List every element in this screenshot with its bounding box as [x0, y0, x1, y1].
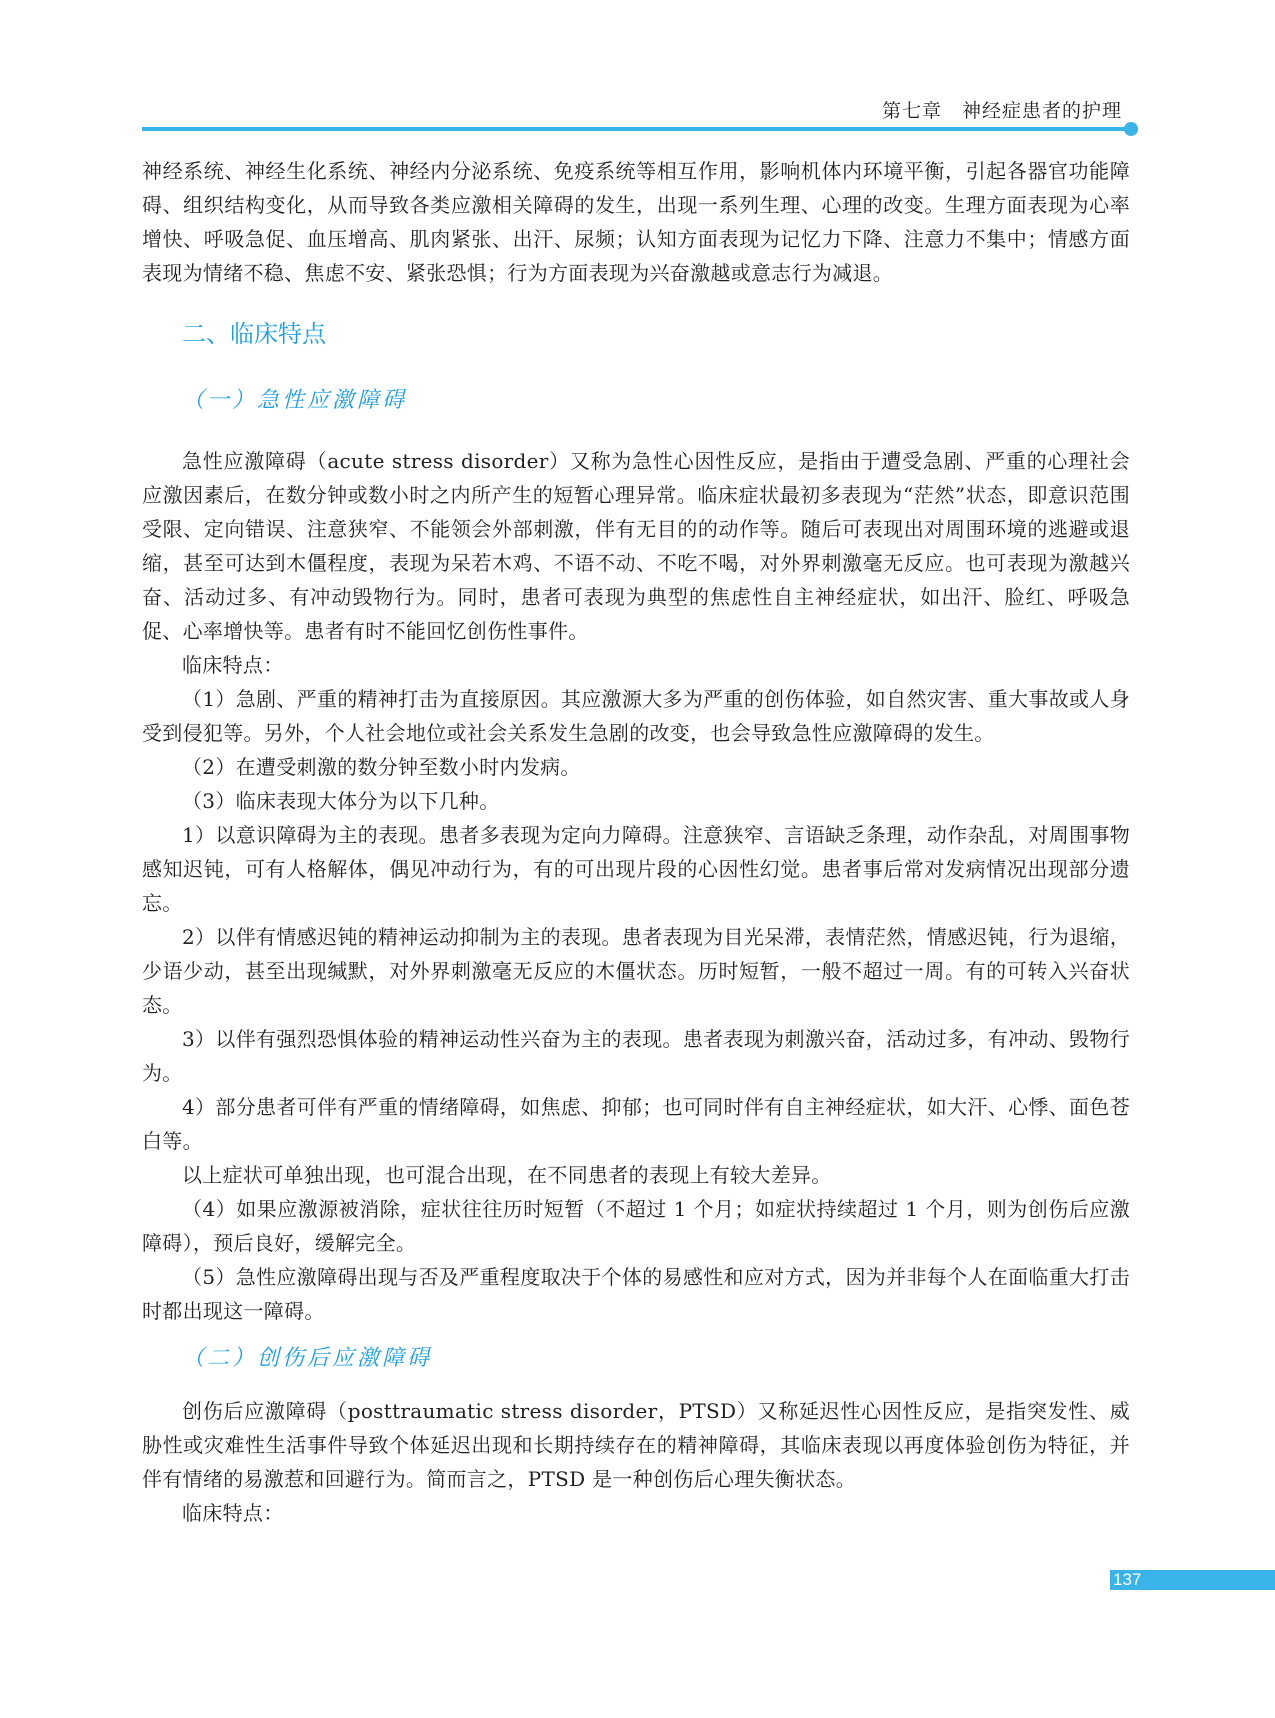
acute-item-1: （1）急剧、严重的精神打击为直接原因。其应激源大多为严重的创伤体验，如自然灾害、重大事故或人身受到侵犯等。另外，个人社会地位或社会关系发生急剧的改变，也会导致急性应激障碍的发生。 [142, 687, 1130, 745]
page-content [142, 154, 1130, 1530]
running-head: 第七章 神经症患者的护理 [881, 100, 1122, 122]
header-rule [142, 127, 1130, 131]
acute-item-3-2: 2）以伴有情感迟钝的精神运动抑制为主的表现。患者表现为目光呆滞，表情茫然，情感迟钝，行为退缩，少语少动，甚至出现缄默，对外界刺激毫无反应的木僵状态。历时短暂，一般不超过一周。有的可转入兴奋状态。 [142, 925, 1130, 1017]
header-rule-dot [1124, 122, 1138, 136]
acute-definition-paragraph: 急性应激障碍（acute stress disorder）又称为急性心因性反应，是指由于遭受急剧、严重的心理社会应激因素后，在数分钟或数小时之内所产生的短暂心理异常。临床症状最初多表现为“茫然”状态，即意识范围受限、定向错误、注意狭窄、不能领会外部刺激，伴有无目的的动作等。随后可表现出对周围环境的逃避或退缩，甚至可达到木僵程度，表现为呆若木鸡、不语不动、不吃不喝，对外界刺激毫无反应。也可表现为激越兴奋、活动过多、有冲动毁物行为。同时，患者可表现为典型的焦虑性自主神经症状，如出汗、脸红、呼吸急促、心率增快等。患者有时不能回忆创伤性事件。 [142, 449, 1130, 643]
ptsd-clinical-label: 临床特点： [182, 1501, 284, 1525]
subsection-heading-acute: （一）急性应激障碍 [182, 388, 408, 413]
acute-clinical-label: 临床特点： [182, 653, 284, 677]
acute-item-5: （5）急性应激障碍出现与否及严重程度取决于个体的易感性和应对方式，因为并非每个人在面临重大打击时都出现这一障碍。 [142, 1265, 1130, 1323]
ptsd-definition-paragraph: 创伤后应激障碍（posttraumatic stress disorder，PTSD）又称延迟性心因性反应，是指突发性、威胁性或灾难性生活事件导致个体延迟出现和长期持续存在的精神障碍，其临床表现以再度体验创伤为特征，并伴有情绪的易激惹和回避行为。简而言之，PTSD 是一种创伤后心理失衡状态。 [142, 1399, 1130, 1491]
acute-item-3-1: 1）以意识障碍为主的表现。患者多表现为定向力障碍。注意狭窄、言语缺乏条理，动作杂乱，对周围事物感知迟钝，可有人格解体，偶见冲动行为，有的可出现片段的心因性幻觉。患者事后常对发病情况出现部分遗忘。 [142, 823, 1130, 915]
page-number: 137 [1113, 1570, 1142, 1589]
acute-item-3-3: 3）以伴有强烈恐惧体验的精神运动性兴奋为主的表现。患者表现为刺激兴奋，活动过多，有冲动、毁物行为。 [142, 1027, 1130, 1085]
acute-item-3: （3）临床表现大体分为以下几种。 [182, 789, 500, 813]
acute-item-2: （2）在遭受刺激的数分钟至数小时内发病。 [182, 755, 581, 779]
acute-item-3-note: 以上症状可单独出现，也可混合出现，在不同患者的表现上有较大差异。 [182, 1163, 832, 1187]
acute-item-3-4: 4）部分患者可伴有严重的情绪障碍，如焦虑、抑郁；也可同时伴有自主神经症状，如大汗、心悸、面色苍白等。 [142, 1095, 1130, 1153]
section-heading: 二、临床特点 [182, 320, 326, 348]
subsection-heading-ptsd: （二）创伤后应激障碍 [182, 1346, 433, 1371]
intro-paragraph: 神经系统、神经生化系统、神经内分泌系统、免疫系统等相互作用，影响机体内环境平衡，引起各器官功能障碍、组织结构变化，从而导致各类应激相关障碍的发生，出现一系列生理、心理的改变。生理方面表现为心率增快、呼吸急促、血压增高、肌肉紧张、出汗、尿频；认知方面表现为记忆力下降、注意力不集中；情感方面表现为情绪不稳、焦虑不安、紧张恐惧；行为方面表现为兴奋激越或意志行为减退。 [142, 159, 1130, 285]
acute-item-4: （4）如果应激源被消除，症状往往历时短暂（不超过 1 个月；如症状持续超过 1 个月，则为创伤后应激障碍），预后良好，缓解完全。 [142, 1197, 1130, 1255]
